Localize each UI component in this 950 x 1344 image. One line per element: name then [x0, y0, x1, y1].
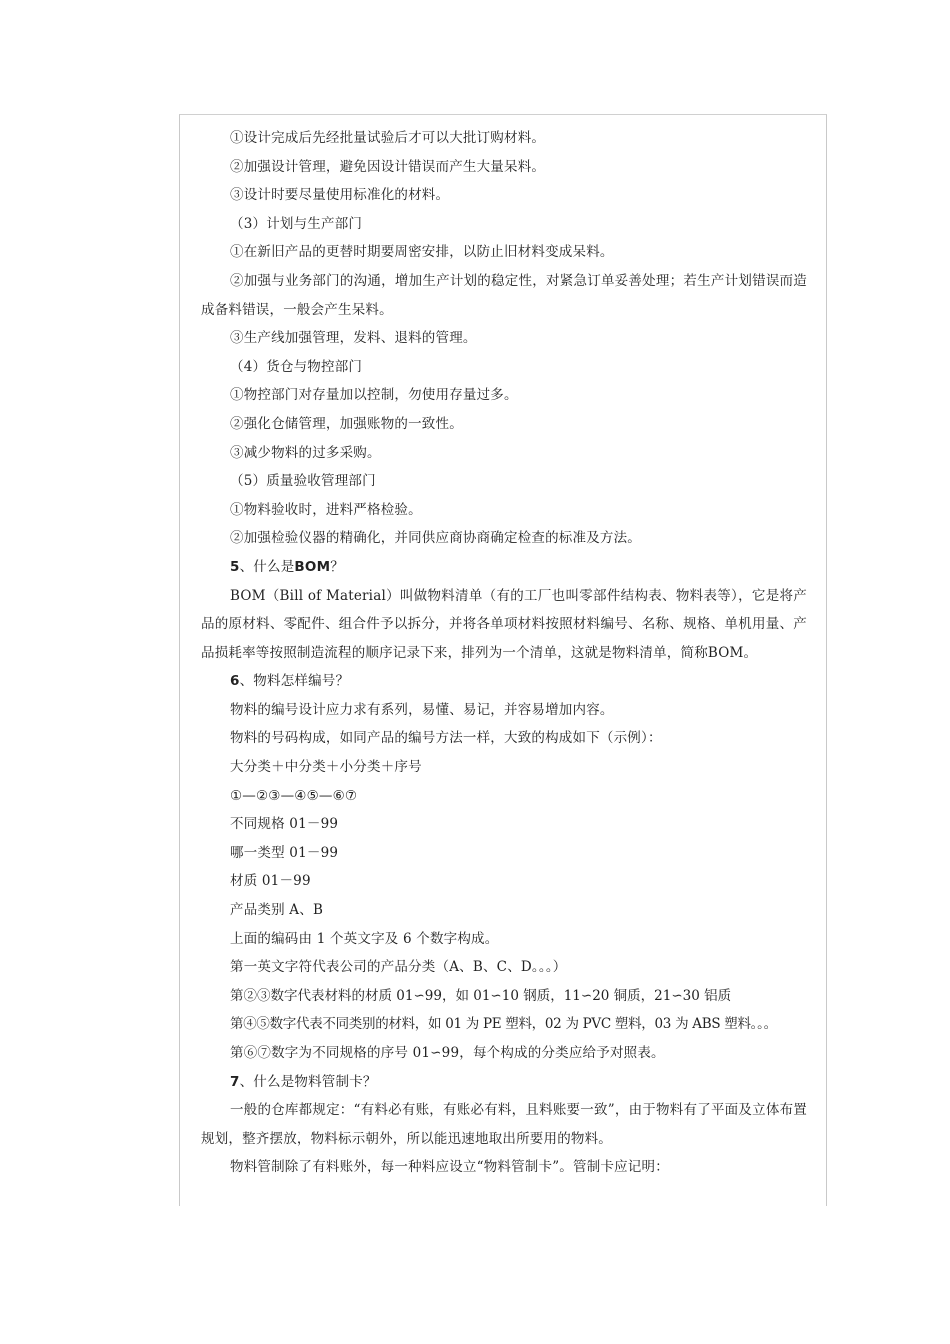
question-title: 、物料怎样编号？ — [239, 673, 350, 690]
paragraph: ③生产线加强管理，发料、退料的管理。 — [230, 330, 477, 347]
paragraph: ②加强检验仪器的精确化，并同供应商协商确定检查的标准及方法。 — [230, 530, 641, 547]
paragraph: ③减少物料的过多采购。 — [230, 444, 381, 461]
paragraph: 大分类＋中分类＋小分类＋序号 — [230, 759, 422, 776]
question-heading-5 — [201, 553, 807, 582]
paragraph: 第②③数字代表材料的材质 01∽99，如 01∽10 钢质，11∽20 铜质，21∽30 铝质 — [230, 987, 732, 1004]
section-heading: （3）计划与生产部门 — [230, 215, 363, 232]
section-heading: （5）质量验收管理部门 — [230, 473, 376, 490]
question-heading-7 — [201, 1068, 807, 1097]
question-term: BOM — [294, 558, 331, 575]
question-mark: ？ — [330, 558, 344, 575]
paragraph: ①设计完成后先经批量试验后才可以大批订购材料。 — [230, 130, 546, 146]
paragraph: 第⑥⑦数字为不同规格的序号 01∽99，每个构成的分类应给予对照表。 — [230, 1045, 665, 1061]
question-title: 、什么是 — [239, 558, 295, 575]
document-frame — [179, 114, 827, 1206]
document-content — [201, 124, 807, 1182]
question-number: 7 — [230, 1073, 240, 1090]
section-heading: （4）货仓与物控部门 — [230, 358, 363, 375]
paragraph: 物料的号码构成，如同产品的编号方法一样，大致的构成如下（示例）： — [230, 730, 662, 747]
paragraph: 上面的编码由 1 个英文字及 6 个数字构成。 — [230, 930, 499, 947]
paragraph: 材质 01－99 — [230, 873, 311, 890]
paragraph: ②强化仓储管理，加强账物的一致性。 — [230, 415, 463, 432]
paragraph: 第一英文字符代表公司的产品分类（A、B、C、D。。。） — [230, 959, 567, 976]
paragraph: 物料管制除了有料账外，每一种料应设立“物料管制卡”。管制卡应记明： — [230, 1159, 669, 1176]
paragraph: ②加强与业务部门的沟通，增加生产计划的稳定性，对紧急订单妥善处理；若生产计划错误而造成备料错误，一般会产生呆料。 — [201, 272, 807, 318]
paragraph: ①—②③—④⑤—⑥⑦ — [230, 787, 358, 804]
paragraph: ①物控部门对存量加以控制，勿使用存量过多。 — [230, 387, 518, 404]
question-title: 、什么是物料管制卡？ — [239, 1073, 377, 1090]
paragraph: 第④⑤数字代表不同类别的材料，如 01 为 PE 塑料，02 为 PVC 塑料，03 为 ABS 塑料。。。 — [230, 1016, 777, 1033]
paragraph: ①物料验收时，进料严格检验。 — [230, 501, 422, 518]
paragraph: 哪一类型 01－99 — [230, 844, 339, 861]
paragraph: ①在新旧产品的更替时期要周密安排，以防止旧材料变成呆料。 — [230, 244, 614, 261]
paragraph: 不同规格 01－99 — [230, 816, 339, 833]
question-number: 6 — [230, 673, 240, 690]
paragraph: 产品类别 A、B — [230, 902, 324, 919]
question-heading-6 — [201, 667, 807, 696]
paragraph: ②加强设计管理，避免因设计错误而产生大量呆料。 — [230, 158, 546, 175]
question-number: 5 — [230, 558, 240, 575]
paragraph: 物料的编号设计应力求有系列，易懂、易记，并容易增加内容。 — [230, 701, 614, 718]
paragraph: ③设计时要尽量使用标准化的材料。 — [230, 187, 450, 204]
paragraph: 一般的仓库都规定：“有料必有账，有账必有料，且料账要一致”，由于物料有了平面及立体布置规划，整齐摆放，物料标示朝外，所以能迅速地取出所要用的物料。 — [201, 1102, 807, 1147]
answer-paragraph: BOM（Bill of Material）叫做物料清单（有的工厂也叫零部件结构表、物料表等），它是将产品的原材料、零配件、组合件予以拆分，并将各单项材料按照材料编号、名称、规格、单机用量、产品损耗率等按照制造流程的顺序记录下来，排列为一个清单，这就是物料清单，简称BOM。 — [201, 587, 807, 661]
